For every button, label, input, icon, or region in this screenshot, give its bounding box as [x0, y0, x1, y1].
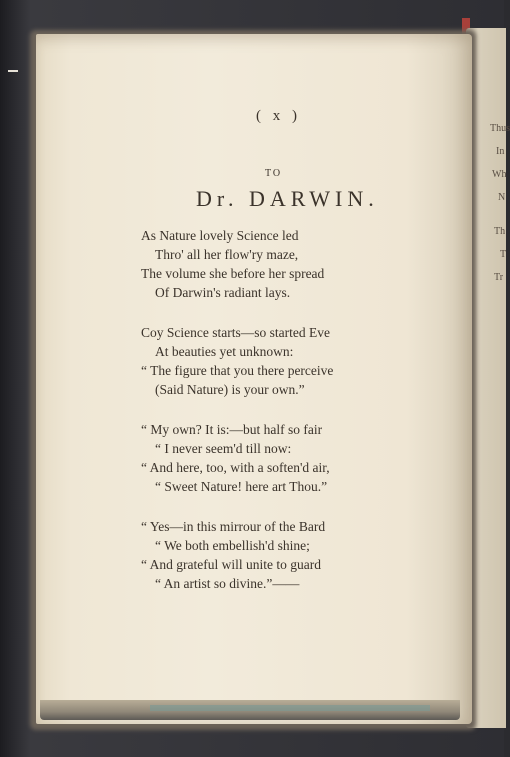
poem-line: (Said Nature) is your own.” [155, 382, 305, 397]
poem-line: The volume she before her spread [141, 266, 325, 281]
next-page-fragment: Wh [492, 169, 507, 180]
next-page-fragment: T [500, 249, 507, 260]
poem-line: “ Yes—in this mirrour of the Bard [141, 519, 326, 534]
poem-line: “ My own? It is:—but half so fair [141, 422, 323, 437]
binding-strip [150, 705, 430, 711]
background-mark [8, 70, 18, 72]
poem-line: At beauties yet unknown: [155, 344, 294, 359]
poem-line: Coy Science starts—so started Eve [141, 325, 330, 340]
poem-line: “ I never seem'd till now: [155, 441, 292, 456]
next-page-fragment: Tr [494, 272, 504, 283]
dedication-to: TO [265, 168, 283, 179]
next-page-fragment: Th [494, 226, 506, 237]
dedication-name: Dr. DARWIN. [196, 186, 379, 211]
next-page-fragment: Thus [490, 123, 510, 134]
poem-line: “ And grateful will unite to guard [141, 557, 321, 572]
next-page-fragment: In [496, 146, 505, 157]
page-number: ( x ) [256, 108, 301, 124]
next-page-fragment: N [498, 192, 506, 203]
poem-line: Thro' all her flow'ry maze, [155, 247, 299, 262]
poem-line: “ We both embellish'd shine; [155, 538, 310, 553]
poem-line: “ An artist so divine.”—— [155, 576, 300, 591]
poem-line: “ The figure that you there perceive [141, 363, 334, 378]
book-page [36, 34, 472, 724]
poem-line: Of Darwin's radiant lays. [155, 285, 291, 300]
poem-line: “ Sweet Nature! here art Thou.” [155, 479, 328, 494]
poem-line: As Nature lovely Science led [141, 228, 299, 243]
poem-line: “ And here, too, with a soften'd air, [141, 460, 330, 475]
